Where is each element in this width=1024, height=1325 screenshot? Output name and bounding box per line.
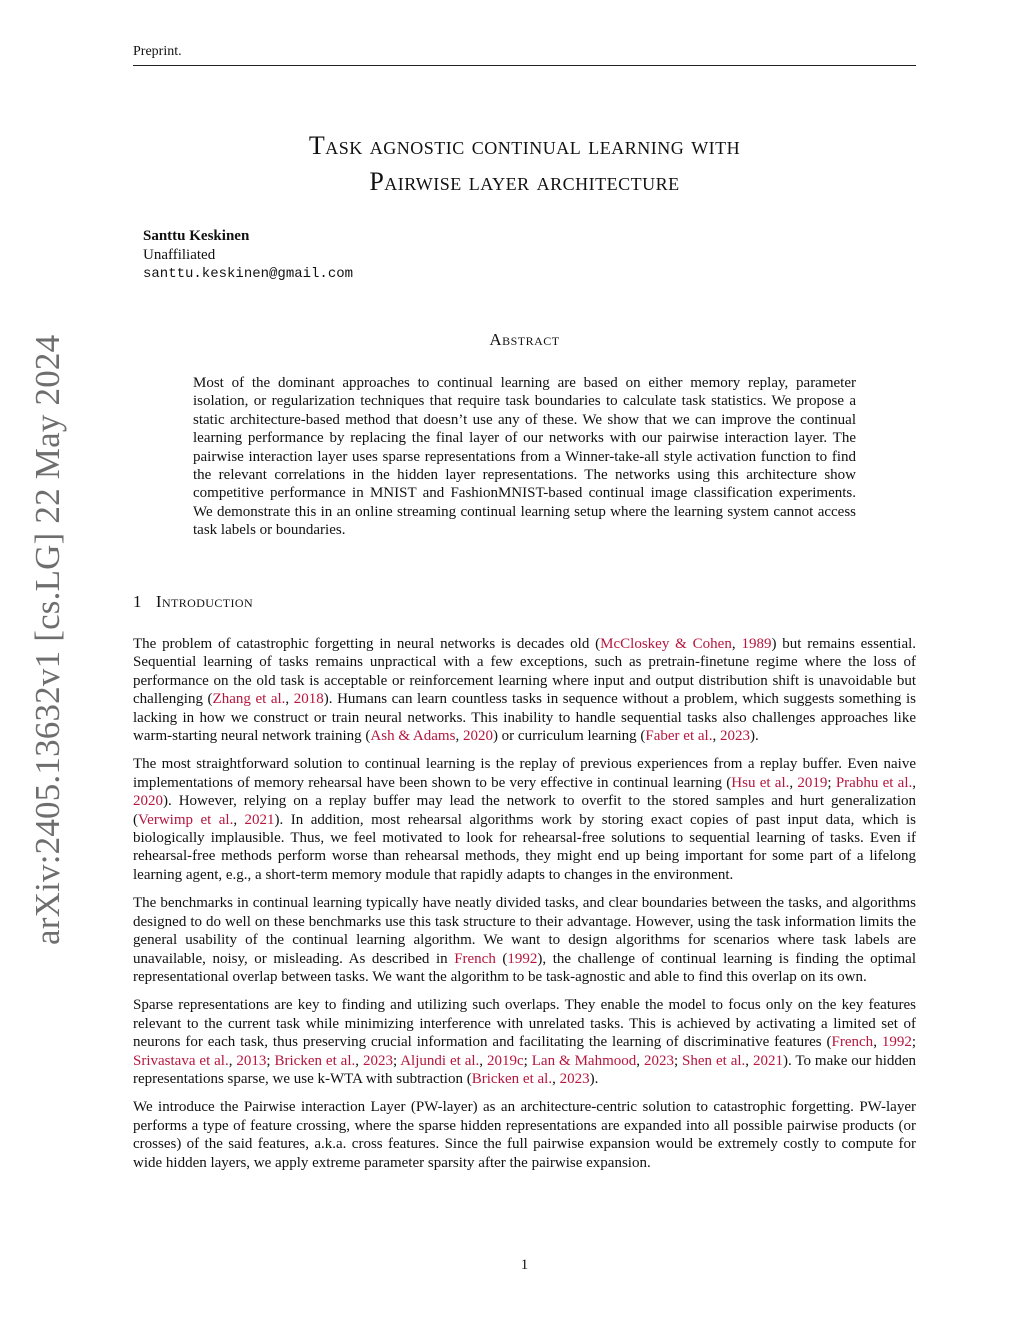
text-run: The benchmarks in continual learning typically have neatly divided tasks, and clear boundaries between the tasks, and algorithms designed to do well on these benchmarks use this task structure to their advantage. However, using the task information limits the general usability of the continual learning algorithm. We want to design algorithms for scenarios where task labels are unavailable, noisy, or misleading. As described in	[133, 895, 916, 967]
text-run: The problem of catastrophic forgetting in neural networks is decades old (	[133, 636, 601, 652]
text-run: ,	[233, 811, 245, 828]
citation-link[interactable]: 2023	[362, 1052, 393, 1069]
citation-link[interactable]: 2023	[719, 728, 750, 745]
text-run: ,	[479, 1052, 487, 1069]
text-run: ), the challenge of continual learning is finding the optimal representational overlap between tasks. We want the algorithm to be task-agnostic and able to find this overlap on its own.	[133, 950, 916, 985]
text-run: ;	[266, 1052, 275, 1069]
paragraph-4	[133, 996, 916, 1088]
text-run: ,	[455, 728, 463, 745]
text-run: ;	[392, 1052, 401, 1069]
section-heading	[133, 592, 253, 612]
citation-link[interactable]: Bricken et al.	[274, 1052, 356, 1069]
citation-link[interactable]: Shen et al.	[682, 1052, 746, 1069]
citation-link[interactable]: 1992	[507, 950, 538, 967]
citation-link[interactable]: 2019c	[486, 1052, 524, 1069]
citation-link[interactable]: 2013	[236, 1052, 267, 1069]
text-run: ,	[712, 728, 720, 745]
citation-link[interactable]: Srivastava et al.	[133, 1052, 229, 1069]
citation-link[interactable]: 2021	[244, 811, 275, 828]
paragraph-1	[133, 635, 916, 745]
text-run: ) or curriculum learning (	[492, 728, 646, 745]
header-rule	[133, 65, 916, 66]
citation-link[interactable]: Bricken et al.	[471, 1070, 553, 1087]
citation-link[interactable]: Faber et al.	[645, 728, 713, 745]
text-run: ,	[228, 1052, 237, 1069]
title-line-1: Task agnostic continual learning with	[308, 131, 741, 160]
citation-link[interactable]: 2018	[293, 691, 324, 708]
text-run: ;	[827, 774, 836, 791]
citation-link[interactable]: 2023	[559, 1070, 590, 1087]
paper-title	[133, 128, 916, 200]
author-block	[143, 227, 353, 284]
body-text	[133, 635, 916, 1182]
citation-link[interactable]: French	[831, 1034, 874, 1051]
section-number: 1	[133, 592, 142, 611]
citation-link[interactable]: Prabhu et al.	[835, 774, 913, 791]
text-run: Sparse representations are key to finding and utilizing such overlaps. They enable the model to focus only on the key features relevant to the current task while minimizing interference with unrelated tasks. This is achieved by activating a limited set of neurons for each task, thus preserving crucial information and facilitating the learning of discriminative features (	[133, 997, 916, 1051]
citation-link[interactable]: 1992	[881, 1034, 912, 1051]
text-run: ,	[552, 1070, 560, 1087]
citation-link[interactable]: 2023	[643, 1052, 674, 1069]
citation-link[interactable]: 2020	[133, 793, 163, 810]
text-run: ). Humans can learn countless tasks in sequence without a problem, which suggests something is lacking in how we construct or train neural networks. This inability to handle sequential tasks also challenges approaches like warm-starting neural network training (	[133, 691, 916, 745]
citation-link[interactable]: Zhang et al.	[212, 691, 286, 708]
author-affiliation: Unaffiliated	[143, 247, 216, 263]
text-run: ).	[589, 1070, 599, 1087]
text-run: ,	[285, 691, 294, 708]
citation-link[interactable]: Ash & Adams	[370, 728, 456, 745]
title-line-2: Pairwise layer architecture	[369, 167, 680, 196]
citation-link[interactable]: McCloskey & Cohen	[600, 636, 732, 652]
paragraph-2	[133, 755, 916, 884]
citation-link[interactable]: French	[454, 950, 496, 967]
arxiv-stamp: arXiv:2405.13632v1 [cs.LG] 22 May 2024	[28, 334, 67, 945]
text-run: ,	[873, 1034, 882, 1051]
citation-link[interactable]: 1989	[741, 636, 772, 652]
page-number: 1	[520, 1257, 529, 1273]
abstract-heading: Abstract	[489, 330, 560, 349]
text-run: ;	[673, 1052, 683, 1069]
author-name: Santtu Keskinen	[143, 228, 250, 244]
text-run: ,	[636, 1052, 644, 1069]
text-run: ,	[745, 1052, 753, 1069]
abstract-text: Most of the dominant approaches to continual learning are based on either memory replay, parameter isolation, or regularization techniques that require task boundaries to calculate task statistics. We propose a static architecture-based method that doesn’t use any of these. We show that we can improve the continual learning performance by replacing the final layer of our networks with our pairwise interaction layer. The pairwise interaction layer uses sparse representations from a Winner-take-all style activation function to find the relevant correlations in the hidden layer representations. The networks using this architecture show competitive performance in MNIST and FashionMNIST-based continual image classification experiments. We demonstrate this in an online streaming continual learning setup where the learning system cannot access task labels or boundaries.	[193, 375, 856, 539]
text-run: ). To make our hidden representations sparse, we use k-WTA with subtraction (	[133, 1052, 917, 1087]
running-header: Preprint.	[133, 44, 182, 59]
citation-link[interactable]: 2020	[462, 728, 493, 745]
citation-link[interactable]: Aljundi et al.	[400, 1052, 480, 1069]
paragraph-5: We introduce the Pairwise interaction Layer (PW-layer) as an architecture-centric solution to catastrophic forgetting. PW-layer performs a type of feature crossing, where the sparse hidden representations are expanded into all possible pairwise products (or crosses) of the said features, a.k.a. cross features. Since the full pairwise expansion would be extremely costly to compute for wide hidden layers, we apply extreme parameter sparsity after the pairwise expansion.	[133, 1099, 916, 1171]
text-run: ).	[749, 728, 759, 745]
text-run: (	[495, 950, 508, 967]
citation-link[interactable]: Verwimp et al.	[138, 811, 234, 828]
text-run: ) but remains essential. Sequential learning of tasks remains unpractical with a few exceptions, such as pretrain-finetune regime where the loss of performance on the old task is acceptable or reinforcement learning where input and output distribution shift is unavoidable but challenging (	[133, 636, 917, 708]
section-title: Introduction	[155, 592, 254, 611]
author-email[interactable]: santtu.keskinen@gmail.com	[143, 266, 354, 282]
citation-link[interactable]: 2019	[797, 774, 828, 791]
text-run: ,	[731, 636, 742, 652]
text-run: ;	[911, 1034, 916, 1051]
text-run: ). However, relying on a replay buffer may lead the network to overfit to the stored samples and hurt generalization (	[133, 793, 916, 828]
text-run: ,	[789, 774, 798, 791]
text-run: ). In addition, most rehearsal algorithms work by storing exact copies of past input data, which is biologically implausible. Thus, we feel motivated to look for rehearsal-free solutions to sequential learning of tasks. Even if rehearsal-free methods perform worse than rehearsal methods, they might end up being important for some part of a lifelong learning agent, e.g., a short-term memory module that rapidly adapts to changes in the environment.	[133, 811, 916, 883]
paragraph-3	[133, 894, 916, 986]
citation-link[interactable]: Lan & Mahmood	[531, 1052, 637, 1069]
text-run: ,	[912, 774, 917, 791]
citation-link[interactable]: 2021	[752, 1052, 783, 1069]
text-run: The most straightforward solution to continual learning is the replay of previous experiences from a replay buffer. Even naive implementations of memory rehearsal have been shown to be very effective in continual learning (	[133, 756, 916, 791]
text-run: ;	[523, 1052, 532, 1069]
citation-link[interactable]: Hsu et al.	[731, 774, 790, 791]
text-run: ,	[355, 1052, 363, 1069]
